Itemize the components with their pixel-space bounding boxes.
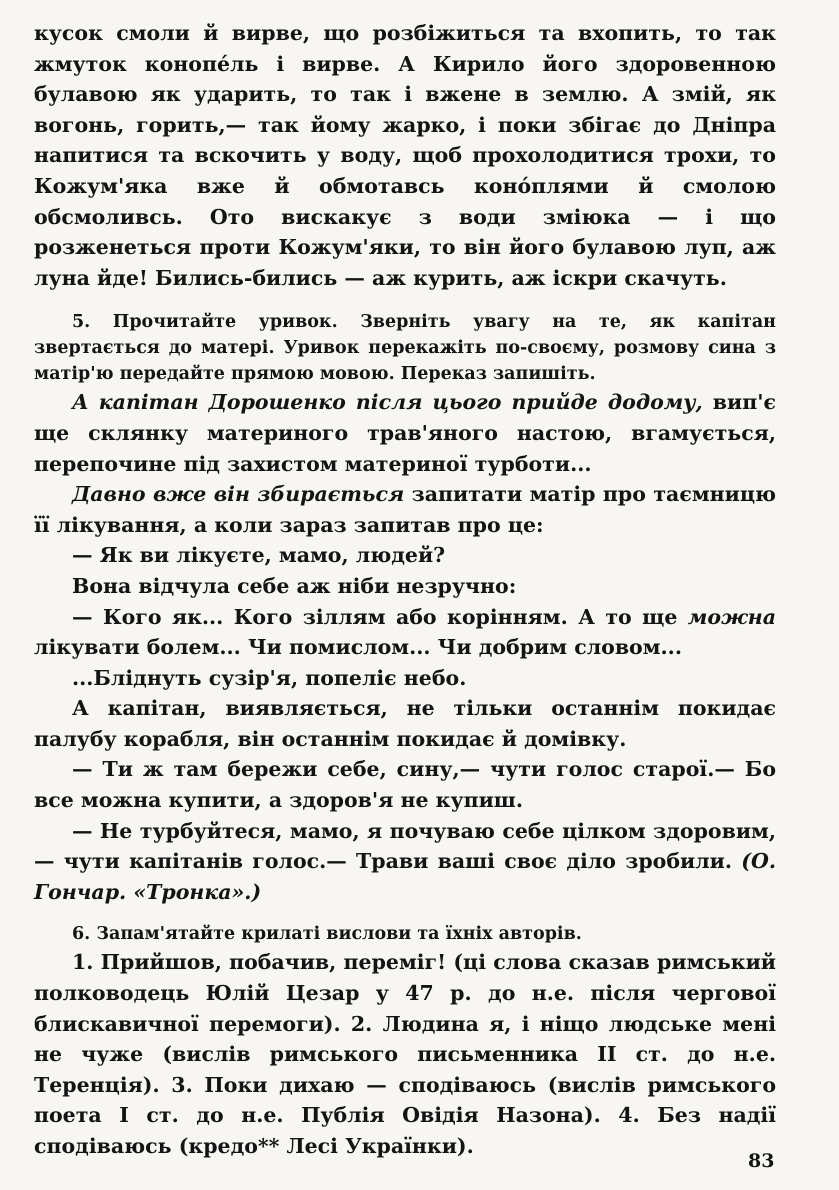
excerpt-dialogue-captain	[34, 816, 776, 908]
excerpt-italic-5: можна	[687, 604, 776, 629]
excerpt-text-2: запитати матір про таємницю її лікування, а коли зараз запитав про це:	[34, 482, 777, 537]
task-6-sayings: 1. Прийшов, побачив, переміг! (ці слова сказав римський полководець Юлій Цезар у 47 р. до н.е. після чергової блискавичної перемоги). 2. Людина я, і ніщо людське мені не чуже (вислів римського письменника II ст. до н.е. Теренція). 3. Поки дихаю — сподіваюсь (вислів римського поета I ст. до н.е. Публія Овідія Назона). 4. Без надії сподіваюсь (кредо** Лесі Українки).	[34, 950, 776, 1158]
excerpt-italic-1: А капітан Дорошенко після цього прийде додому,	[72, 390, 703, 415]
excerpt-italic-2: Давно вже він збирається	[72, 482, 405, 507]
task-6-instruction: 6. Запам'ятайте крилаті вислови та їхніх авторів.	[72, 924, 582, 945]
excerpt-text-5a: — Кого як... Кого зіллям або корінням. А то ще	[72, 604, 688, 629]
excerpt-dialogue-mother: — Ти ж там бережи себе, сину,— чути голос старої.— Бо все можна купити, а здоров'я не купиш.	[34, 757, 776, 813]
excerpt-paragraph-7: А капітан, виявляється, не тільки останнім покидає палубу корабля, він останнім покидає й домівку.	[34, 696, 776, 751]
excerpt-text-1: вип'є ще склянку материного трав'яного настою, вгамується, перепочине під захистом материної турботи...	[34, 390, 776, 476]
page-number: 83	[748, 1150, 775, 1172]
excerpt-paragraph-6: ...Бліднуть сузір'я, попеліє небо.	[72, 665, 467, 690]
excerpt-text-9: — Не турбуйтеся, мамо, я почуваю себе цілком здоровим,— чути капітанів голос.— Трави ваші своє діло зробили.	[34, 818, 776, 874]
excerpt-paragraph-4: Вона відчула себе аж ніби незручно:	[72, 573, 517, 598]
excerpt-paragraph-2	[34, 479, 776, 540]
excerpt-dialogue-answer	[34, 602, 776, 663]
passage-top: кусок смоли й вирве, що розбіжиться та вхопить, то так жмуток конопе́ль і вирве. А Кирило його здоровенною булавою як ударить, то так і вжене в землю. А змій, як вогонь, горить,— так йому жарко, і поки збігає до Дніпра напитися та вскочить у воду, щоб прохолодитися трохи, то Кожум'яка вже й обмотавсь коно́плями й смолою обсмоливсь. Ото вискакує з води зміюка — і що розженеться проти Кожум'яки, то він його булавою луп, аж луна йде! Бились-бились — аж курить, аж іскри скачуть.	[34, 21, 776, 290]
page-content	[34, 18, 776, 1162]
excerpt-text-5b: лікувати болем... Чи помислом... Чи добрим словом...	[34, 635, 682, 660]
excerpt-dialogue-question: — Як ви лікуєте, мамо, людей?	[72, 543, 446, 568]
excerpt-paragraph-1	[34, 387, 776, 479]
task-5-instruction: 5. Прочитайте уривок. Зверніть увагу на те, як капітан звертається до матері. Уривок перекажіть по-своєму, розмову сина з матір'ю передайте прямою мовою. Переказ запишіть.	[34, 312, 776, 385]
excerpt-source: (О. Гончар. «Тронка».)	[34, 849, 776, 904]
